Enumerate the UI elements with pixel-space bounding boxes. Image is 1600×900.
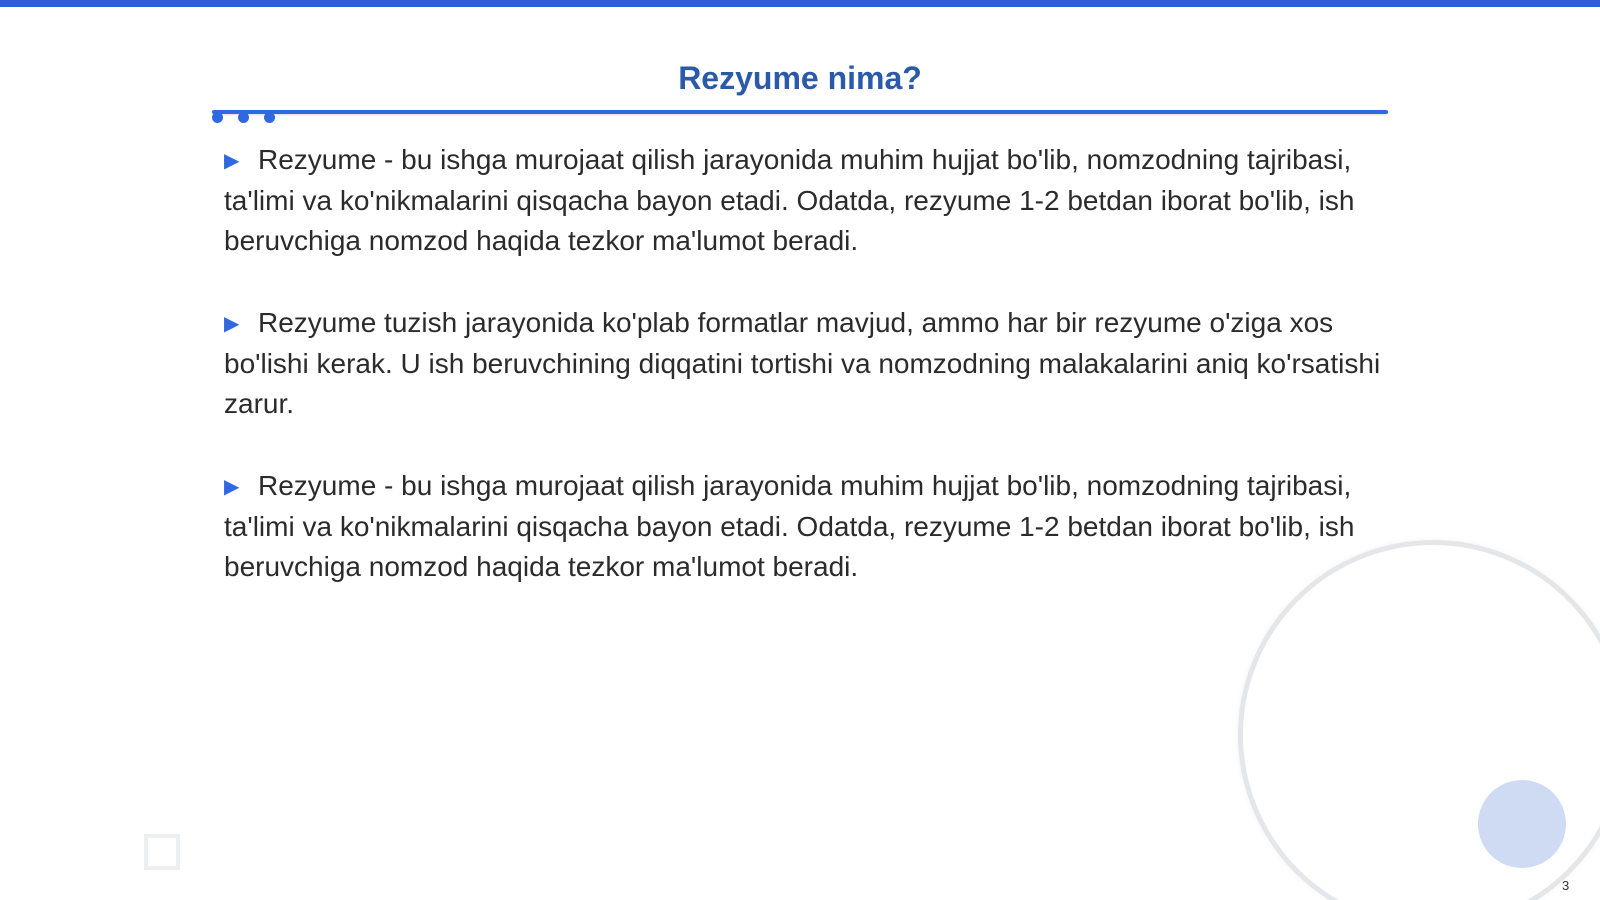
dot-decoration (264, 112, 275, 123)
triangle-right-icon: ▶ (224, 313, 240, 335)
bullet-item (224, 303, 1384, 424)
decorative-square-outline (144, 834, 180, 870)
dot-decoration (238, 112, 249, 123)
bullet-text: Rezyume tuzish jarayonida ko'plab formatlar mavjud, ammo har bir rezyume o'ziga xos bo'lishi kerak. U ish beruvchining diqqatini tortishi va nomzodning malakalarini aniq ko'rsatishi zarur. (224, 307, 1381, 419)
bullet-item (224, 140, 1384, 261)
decorative-circle-filled (1478, 780, 1566, 868)
triangle-right-icon: ▶ (224, 150, 240, 172)
slide-title: Rezyume nima? (678, 60, 922, 96)
bullet-list (224, 140, 1384, 629)
bullet-text: Rezyume - bu ishga murojaat qilish jarayonida muhim hujjat bo'lib, nomzodning tajribasi, ta'limi va ko'nikmalarini qisqacha bayon etadi. Odatda, rezyume 1-2 betdan iborat bo'lib, ish beruvchiga nomzod haqida tezkor ma'lumot beradi. (224, 144, 1355, 256)
page-number: 3 (1562, 878, 1570, 893)
title-underline (212, 110, 1388, 114)
top-accent-bar (0, 0, 1600, 7)
underline-dots (212, 112, 275, 124)
dot-decoration (212, 112, 223, 123)
bullet-text: Rezyume - bu ishga murojaat qilish jarayonida muhim hujjat bo'lib, nomzodning tajribasi, ta'limi va ko'nikmalarini qisqacha bayon etadi. Odatda, rezyume 1-2 betdan iborat bo'lib, ish beruvchiga nomzod haqida tezkor ma'lumot beradi. (224, 470, 1355, 582)
triangle-right-icon: ▶ (224, 476, 240, 498)
bullet-item (224, 466, 1384, 587)
